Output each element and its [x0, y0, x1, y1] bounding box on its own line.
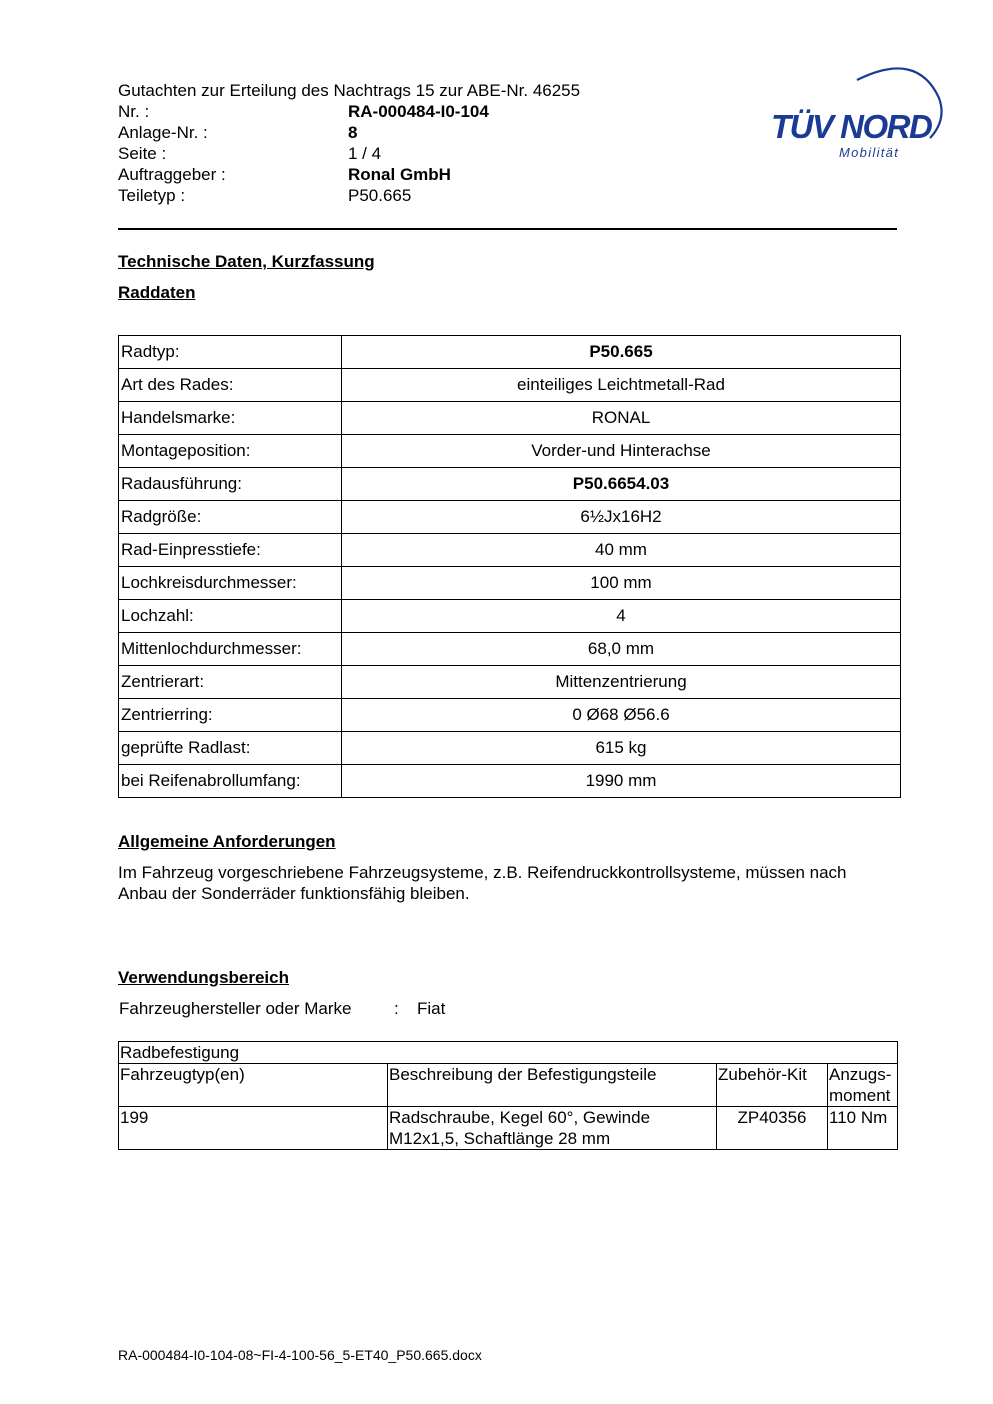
document-header — [118, 80, 678, 206]
wheel-label-cell: Mittenlochdurchmesser: — [119, 633, 342, 666]
header-row-seite — [118, 143, 678, 164]
wheel-data-row — [119, 534, 901, 567]
wheel-value-cell: 100 mm — [342, 567, 901, 600]
wheel-value-cell: Mittenzentrierung — [342, 666, 901, 699]
wheel-value-cell: 68,0 mm — [342, 633, 901, 666]
wheel-value-cell: P50.665 — [342, 336, 901, 369]
wheel-value-cell: 0 Ø68 Ø56.6 — [342, 699, 901, 732]
wheel-data-row — [119, 765, 901, 798]
header-value: RA-000484-I0-104 — [348, 102, 489, 121]
wheel-value-cell: 4 — [342, 600, 901, 633]
wheel-data-row — [119, 501, 901, 534]
mounting-title-row — [119, 1042, 898, 1064]
mounting-cell: 199 — [119, 1107, 388, 1150]
mounting-header-cell: Zubehör-Kit — [717, 1064, 828, 1107]
header-label: Seite : — [118, 144, 167, 163]
manufacturer-value: Fiat — [417, 999, 446, 1018]
wheel-label-cell: Handelsmarke: — [119, 402, 342, 435]
mounting-header-cell: Anzugs-moment — [828, 1064, 898, 1107]
header-value: Ronal GmbH — [348, 165, 451, 184]
wheel-value-cell: 1990 mm — [342, 765, 901, 798]
wheel-value-cell: RONAL — [342, 402, 901, 435]
wheel-label-cell: Radtyp: — [119, 336, 342, 369]
logo-subtitle: Mobilität — [839, 145, 900, 160]
mounting-title: Radbefestigung — [119, 1042, 898, 1064]
logo-brand: TÜV NORD — [771, 108, 932, 145]
mounting-cell: Radschraube, Kegel 60°, Gewinde M12x1,5, Schaftlänge 28 mm — [388, 1107, 717, 1150]
header-row-teiletyp — [118, 185, 678, 206]
header-label: Teiletyp : — [118, 186, 186, 205]
header-row-nr — [118, 101, 678, 122]
wheel-value-cell: Vorder-und Hinterachse — [342, 435, 901, 468]
mounting-table — [118, 1041, 898, 1150]
header-divider — [118, 228, 897, 230]
mounting-header-cell: Fahrzeugtyp(en) — [119, 1064, 388, 1107]
wheel-label-cell: Radausführung: — [119, 468, 342, 501]
header-value: 8 — [348, 123, 358, 142]
header-value: 1 / 4 — [348, 144, 382, 163]
wheel-data-table — [118, 335, 901, 798]
wheel-label-cell: Rad-Einpresstiefe: — [119, 534, 342, 567]
wheel-data-row — [119, 699, 901, 732]
requirements-paragraph: Im Fahrzeug vorgeschriebene Fahrzeugsysteme, z.B. Reifendruckkontrollsysteme, müssen nach Anbau der Sonderräder funktionsfähig bleiben. — [118, 863, 847, 903]
wheel-value-cell: 40 mm — [342, 534, 901, 567]
wheel-label-cell: geprüfte Radlast: — [119, 732, 342, 765]
wheel-label-cell: Radgröße: — [119, 501, 342, 534]
manufacturer-line — [119, 999, 445, 1019]
wheel-label-cell: bei Reifenabrollumfang: — [119, 765, 342, 798]
manufacturer-colon: : — [394, 999, 399, 1018]
section-heading-allgemein: Allgemeine Anforderungen — [118, 832, 336, 851]
mounting-data-row — [119, 1107, 898, 1150]
header-label: Anlage-Nr. : — [118, 123, 208, 142]
wheel-label-cell: Montageposition: — [119, 435, 342, 468]
header-row-anlage — [118, 122, 678, 143]
mounting-header-cell: Beschreibung der Befestigungsteile — [388, 1064, 717, 1107]
header-label: Auftraggeber : — [118, 165, 226, 184]
wheel-data-row — [119, 369, 901, 402]
wheel-value-cell: 615 kg — [342, 732, 901, 765]
wheel-data-row — [119, 666, 901, 699]
wheel-data-row — [119, 732, 901, 765]
wheel-data-row — [119, 402, 901, 435]
mounting-header-row — [119, 1064, 898, 1107]
section-heading-raddaten: Raddaten — [118, 283, 196, 302]
wheel-label-cell: Art des Rades: — [119, 369, 342, 402]
wheel-label-cell: Zentrierart: — [119, 666, 342, 699]
wheel-data-row — [119, 468, 901, 501]
manufacturer-label: Fahrzeughersteller oder Marke — [119, 999, 352, 1018]
section-heading-verwendung: Verwendungsbereich — [118, 968, 289, 987]
header-label: Nr. : — [118, 102, 150, 121]
header-row-auftraggeber — [118, 164, 678, 185]
wheel-label-cell: Lochzahl: — [119, 600, 342, 633]
mounting-cell: 110 Nm — [828, 1107, 898, 1150]
wheel-value-cell: 6½Jx16H2 — [342, 501, 901, 534]
wheel-value-cell: P50.6654.03 — [342, 468, 901, 501]
wheel-label-cell: Zentrierring: — [119, 699, 342, 732]
wheel-data-row — [119, 567, 901, 600]
mounting-cell: ZP40356 — [717, 1107, 828, 1150]
wheel-data-row — [119, 435, 901, 468]
section-heading-tech: Technische Daten, Kurzfassung — [118, 252, 375, 271]
wheel-data-row — [119, 600, 901, 633]
wheel-value-cell: einteiliges Leichtmetall-Rad — [342, 369, 901, 402]
wheel-label-cell: Lochkreisdurchmesser: — [119, 567, 342, 600]
header-value: P50.665 — [348, 186, 412, 205]
footer-filename: RA-000484-I0-104-08~FI-4-100-56_5-ET40_P50.665.docx — [118, 1347, 482, 1363]
tuv-nord-logo — [765, 58, 945, 168]
wheel-data-row — [119, 336, 901, 369]
wheel-data-row — [119, 633, 901, 666]
document-title: Gutachten zur Erteilung des Nachtrags 15 zur ABE-Nr. 46255 — [118, 81, 581, 100]
